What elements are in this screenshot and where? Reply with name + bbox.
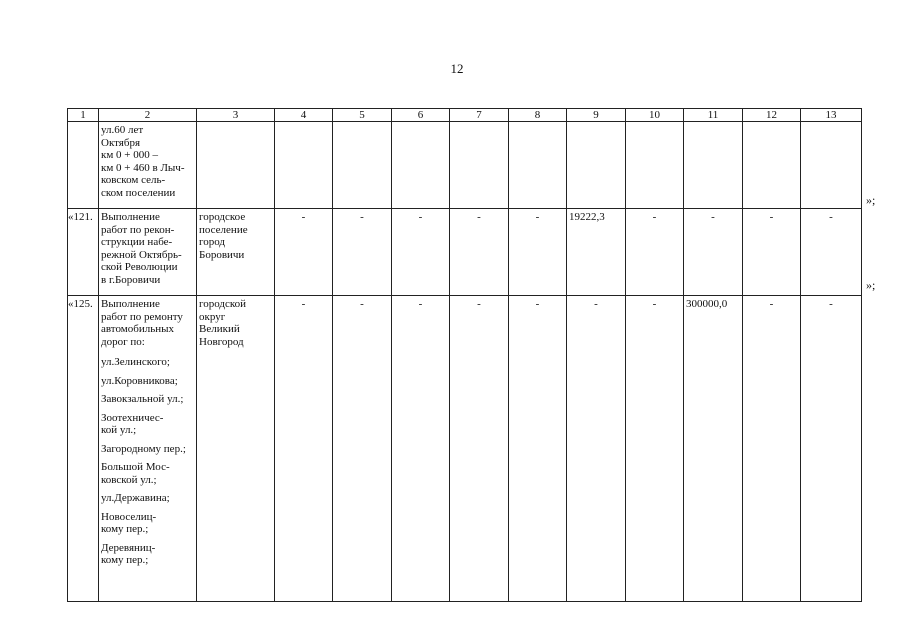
value-cell: - [567,296,626,602]
text-line: кому пер.; [101,523,149,535]
table-row [68,296,862,602]
text-line: ул.60 лет [101,124,144,136]
value-cell: 300000,0 [684,296,743,602]
text-line: работ по ремонту [101,310,183,323]
header-cell: 6 [392,109,450,122]
text-line: округ [199,310,226,323]
street-item [101,461,194,486]
value-cell: - [450,296,509,602]
text-line: режной Октябрь- [101,248,182,261]
text-line: км 0 + 000 – [101,149,159,161]
header-cell: 4 [275,109,333,122]
row-number-cell [68,122,99,209]
value-cell: - [743,296,801,602]
value-cell: - [275,296,333,602]
street-item [101,375,194,388]
municipality-cell [197,122,275,209]
value-cell [567,122,626,209]
value-cell [333,122,392,209]
text-line: ском поселении [101,186,176,199]
row-end-mark: »; [866,193,876,207]
row-end-mark: »; [866,278,876,292]
value-cell: - [801,296,862,602]
row-number-cell: «121. [68,209,99,296]
value-cell [801,122,862,209]
value-cell: - [509,296,567,602]
text-line: ул.Коровникова; [101,374,178,387]
value-cell: - [450,209,509,296]
street-item [101,443,194,456]
page-number: 12 [450,61,464,76]
value-cell: - [801,209,862,296]
text-line: Большой Мос- [101,461,170,473]
municipality-cell [197,209,275,296]
value-cell [392,122,450,209]
text-line: ковской ул.; [101,473,157,486]
street-item [101,356,194,369]
text-line: ул.Державина; [101,492,170,504]
value-cell: 19222,3 [567,209,626,296]
value-cell [743,122,801,209]
text-line: дорог по: [101,335,145,348]
street-item [101,511,194,536]
value-cell: - [684,209,743,296]
text-line: Завокзальной ул.; [101,393,184,405]
street-item [101,393,194,406]
text-line: городское [199,211,246,223]
header-cell: 10 [626,109,684,122]
text-line: город [199,236,226,248]
street-item [101,412,194,437]
text-line: ул.Зелинского; [101,356,170,368]
value-cell: - [333,296,392,602]
text-line: городской [199,298,247,310]
street-item [101,542,194,567]
value-cell [450,122,509,209]
text-line: Октября [101,136,141,149]
municipality-cell [197,296,275,602]
header-cell: 5 [333,109,392,122]
header-cell: 9 [567,109,626,122]
value-cell: - [743,209,801,296]
value-cell: - [392,209,450,296]
value-cell: - [626,296,684,602]
text-line: в г.Боровичи [101,273,161,286]
text-line: струкции набе- [101,236,173,248]
row-number-cell: «125. [68,296,99,602]
table-row [68,122,862,209]
header-cell: 8 [509,109,567,122]
text-line: Зоотехничес- [101,411,164,424]
value-cell: - [509,209,567,296]
header-cell: 11 [684,109,743,122]
value-cell [684,122,743,209]
text-line: кому пер.; [101,554,149,566]
work-description-cell [99,296,197,602]
text-line: Новоселиц- [101,510,157,523]
text-line: Новгород [199,335,244,348]
value-cell: - [275,209,333,296]
budget-table [67,108,862,602]
text-line: ковском сель- [101,174,166,186]
text-line: работ по рекон- [101,223,175,236]
text-line: Деревяниц- [101,541,156,554]
text-line: кой ул.; [101,424,137,436]
work-description-cell [99,122,197,209]
text-line: ской Революции [101,261,178,273]
value-cell: - [392,296,450,602]
value-cell [626,122,684,209]
text-line: Выполнение [101,298,160,310]
value-cell [509,122,567,209]
street-item [101,492,194,505]
header-cell: 3 [197,109,275,122]
value-cell: - [626,209,684,296]
header-cell: 2 [99,109,197,122]
header-cell: 13 [801,109,862,122]
header-row [68,109,862,122]
work-description-cell [99,209,197,296]
text-line: автомобильных [101,323,174,335]
table-row [68,209,862,296]
header-cell: 7 [450,109,509,122]
value-cell: - [333,209,392,296]
value-cell [275,122,333,209]
text-line: км 0 + 460 в Лыч- [101,161,185,174]
text-line: Загородному пер.; [101,442,186,455]
header-cell: 12 [743,109,801,122]
header-cell: 1 [68,109,99,122]
text-line: Боровичи [199,248,245,261]
text-line: Великий [199,323,240,335]
text-line: поселение [199,223,248,236]
text-line: Выполнение [101,211,160,223]
